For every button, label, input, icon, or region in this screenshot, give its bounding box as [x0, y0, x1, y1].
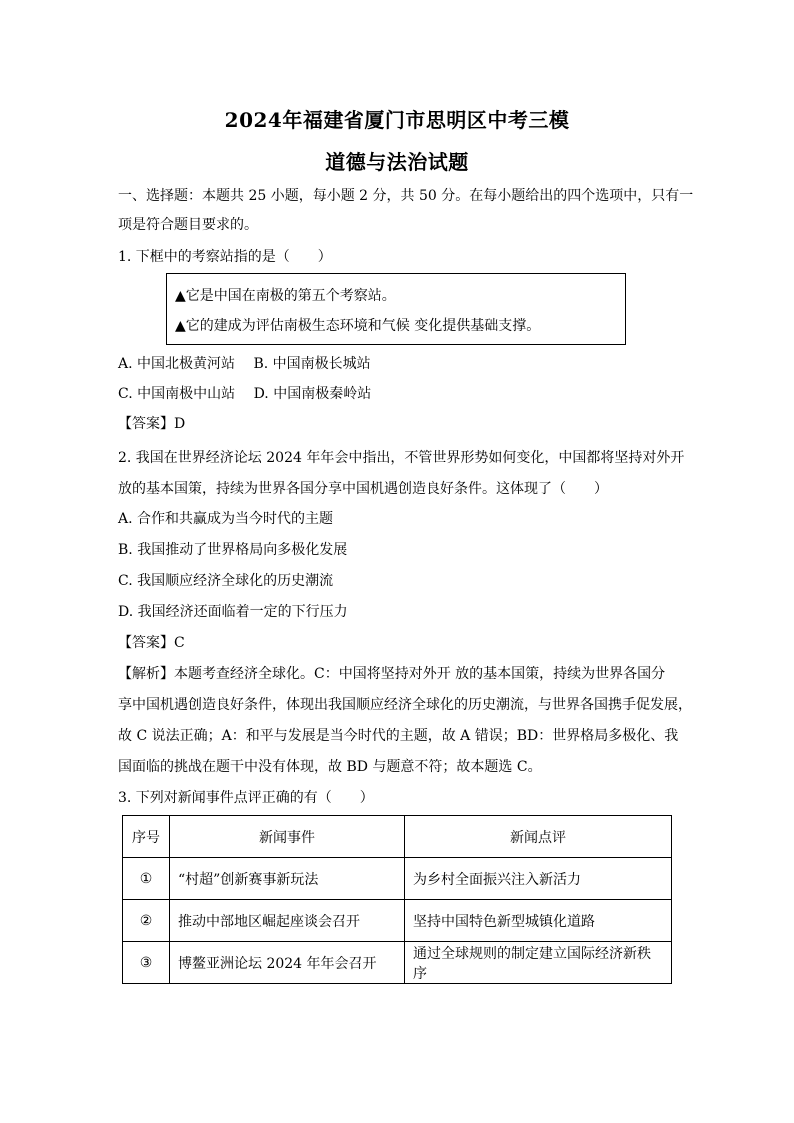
question-2-analysis: 国面临的挑战在题干中没有体现，故 BD 与题意不符；故本题选 C。: [118, 759, 542, 775]
table-cell: ②: [123, 900, 170, 942]
question-2-answer: 【答案】C: [118, 635, 185, 651]
question-1-info-box: [166, 273, 626, 345]
table-header-row: [123, 816, 672, 858]
table-cell: 通过全球规则的制定建立国际经济新秩序: [405, 942, 672, 984]
page-title: 2024年福建省厦门市思明区中考三模: [224, 108, 570, 132]
question-1-options: C. 中国南极中山站 D. 中国南极秦岭站: [118, 386, 372, 402]
section-instruction-cont: 项是符合题目要求的。: [118, 217, 258, 233]
info-box-line: ▲它是中国在南极的第五个考察站。: [175, 288, 396, 304]
table-cell: 博鳌亚洲论坛 2024 年年会召开: [170, 942, 405, 984]
question-2-analysis: 【解析】本题考查经济全球化。C：中国将坚持对外开 放的基本国策，持续为世界各国分: [118, 666, 666, 682]
question-2-option-d: D. 我国经济还面临着一定的下行压力: [118, 604, 348, 620]
question-2-option-c: C. 我国顺应经济全球化的历史潮流: [118, 573, 334, 589]
table-header-cell: 新闻事件: [170, 816, 405, 858]
question-3-stem: 3. 下列对新闻事件点评正确的有（ ）: [118, 790, 374, 806]
question-2-analysis: 享中国机遇创造良好条件，体现出我国顺应经济全球化的历史潮流，与世界各国携手促发展，: [118, 697, 692, 713]
page-subtitle: 道德与法治试题: [325, 150, 469, 174]
table-cell: 为乡村全面振兴注入新活力: [405, 858, 672, 900]
section-instruction: 一、选择题：本题共 25 小题，每小题 2 分，共 50 分。在每小题给出的四个选项中，只有一: [118, 188, 694, 204]
question-1-answer: 【答案】D: [118, 416, 186, 432]
question-2-stem-cont: 放的基本国策，持续为世界各国分享中国机遇创造良好条件。这体现了（ ）: [118, 481, 608, 497]
table-cell: 坚持中国特色新型城镇化道路: [405, 900, 672, 942]
question-2-option-b: B. 我国推动了世界格局向多极化发展: [118, 542, 348, 558]
question-1-stem: 1. 下框中的考察站指的是（ ）: [118, 249, 332, 265]
question-2-option-a: A. 合作和共赢成为当今时代的主题: [118, 511, 334, 527]
table-header-cell: 新闻点评: [405, 816, 672, 858]
question-2-stem: 2. 我国在世界经济论坛 2024 年年会中指出，不管世界形势如何变化，中国都将坚持对外开: [118, 450, 685, 466]
table-row: [123, 942, 672, 984]
table-cell: ①: [123, 858, 170, 900]
news-table: [122, 815, 672, 984]
table-cell: 推动中部地区崛起座谈会召开: [170, 900, 405, 942]
question-2-analysis: 故 C 说法正确；A：和平与发展是当今时代的主题，故 A 错误；BD：世界格局多极化、我: [118, 728, 679, 744]
table-row: [123, 900, 672, 942]
table-cell: ③: [123, 942, 170, 984]
question-1-options: A. 中国北极黄河站 B. 中国南极长城站: [118, 356, 371, 372]
table-row: [123, 858, 672, 900]
table-header-cell: 序号: [123, 816, 170, 858]
table-cell: “村超”创新赛事新玩法: [170, 858, 405, 900]
info-box-line: ▲它的建成为评估南极生态环境和气候 变化提供基础支撑。: [175, 318, 541, 334]
